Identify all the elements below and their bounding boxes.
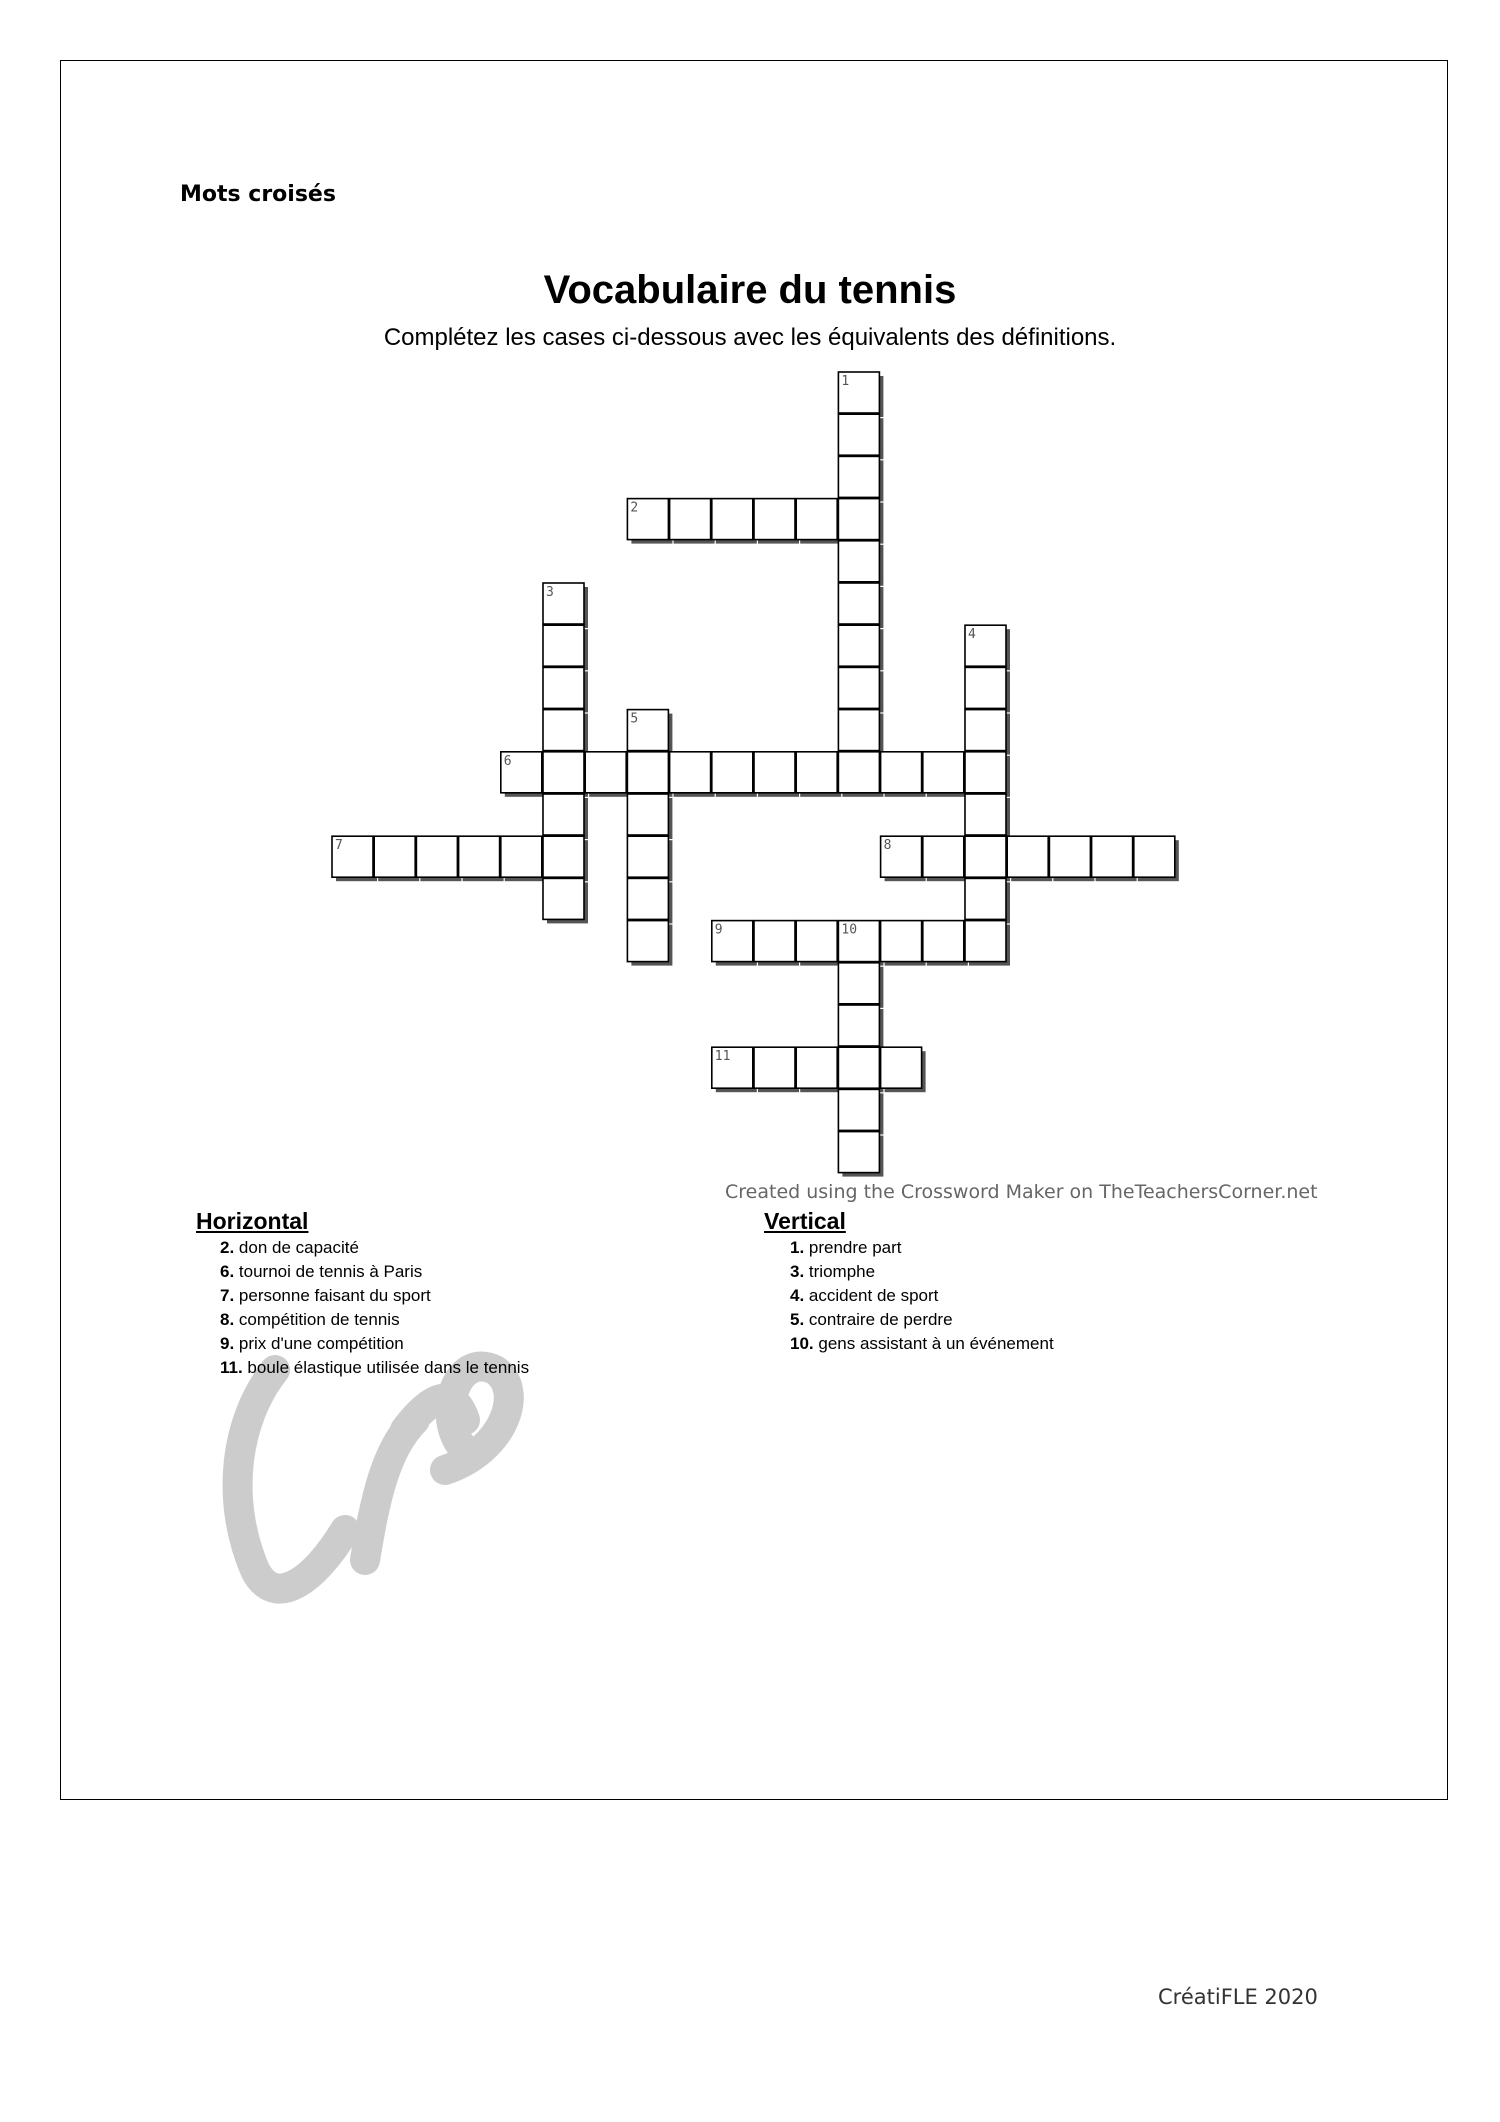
crossword-cell[interactable] bbox=[627, 836, 668, 877]
page-title: Vocabulaire du tennis bbox=[543, 268, 957, 312]
clue-number-label: 7 bbox=[335, 838, 343, 854]
down-clue-item bbox=[790, 1260, 1054, 1284]
crossword-cell[interactable] bbox=[627, 794, 668, 835]
crossword-cell[interactable] bbox=[796, 1047, 837, 1088]
crossword-cell[interactable] bbox=[627, 921, 668, 962]
clue-number: 3. bbox=[790, 1262, 805, 1281]
crossword-cell[interactable] bbox=[965, 878, 1006, 919]
crossword-cell[interactable] bbox=[965, 752, 1006, 793]
crossword-cell[interactable] bbox=[838, 541, 879, 582]
crossword-cell[interactable] bbox=[881, 1047, 922, 1088]
crossword-cell[interactable] bbox=[923, 752, 964, 793]
crossword-cell[interactable] bbox=[543, 625, 584, 666]
crossword-cell[interactable] bbox=[754, 499, 795, 540]
across-clue-item bbox=[220, 1260, 529, 1284]
clue-text: accident de sport bbox=[804, 1286, 939, 1305]
crossword-cell[interactable] bbox=[838, 414, 879, 455]
crossword-cell[interactable] bbox=[416, 836, 457, 877]
clue-text: don de capacité bbox=[234, 1238, 359, 1257]
crossword-cell[interactable] bbox=[543, 794, 584, 835]
crossword-cell[interactable] bbox=[881, 752, 922, 793]
clue-text: contraire de perdre bbox=[804, 1310, 953, 1329]
across-clue-item bbox=[220, 1356, 529, 1380]
crossword-cell[interactable] bbox=[965, 710, 1006, 751]
clue-number-label: 8 bbox=[883, 838, 892, 854]
crossword-cell[interactable] bbox=[712, 499, 753, 540]
clue-text: tournoi de tennis à Paris bbox=[234, 1262, 423, 1281]
crossword-cell[interactable] bbox=[838, 963, 879, 1004]
crossword-cell[interactable] bbox=[459, 836, 500, 877]
crossword-cell[interactable] bbox=[1007, 836, 1048, 877]
crossword-cell[interactable] bbox=[754, 921, 795, 962]
crossword-cell[interactable] bbox=[838, 1089, 879, 1130]
crossword-cell[interactable] bbox=[965, 836, 1006, 877]
clue-number: 2. bbox=[220, 1238, 235, 1257]
across-clue-item bbox=[220, 1308, 529, 1332]
clue-number-label: 3 bbox=[546, 585, 554, 600]
crossword-cell[interactable] bbox=[754, 752, 795, 793]
across-clue-item bbox=[220, 1332, 529, 1356]
clue-text: personne faisant du sport bbox=[234, 1286, 431, 1305]
clue-number-label: 2 bbox=[630, 500, 639, 516]
clue-text: boule élastique utilisée dans le tennis bbox=[242, 1358, 530, 1377]
crossword-cell[interactable] bbox=[585, 752, 626, 793]
crossword-cell[interactable] bbox=[374, 836, 415, 877]
crossword-cell[interactable] bbox=[670, 752, 711, 793]
across-clue-list bbox=[220, 1236, 529, 1380]
down-clue-list bbox=[790, 1236, 1054, 1356]
clue-number: 6. bbox=[220, 1262, 235, 1281]
across-clue-item bbox=[220, 1236, 529, 1260]
down-clue-item bbox=[790, 1332, 1054, 1356]
crossword-cell[interactable] bbox=[627, 878, 668, 919]
page-subtitle: Complétez les cases ci-dessous avec les équivalents des définitions. bbox=[383, 324, 1117, 351]
crossword-cell[interactable] bbox=[543, 710, 584, 751]
crossword-cell[interactable] bbox=[712, 752, 753, 793]
footer-credit: CréatiFLE 2020 bbox=[1158, 1985, 1318, 2009]
clue-number-label: 1 bbox=[841, 374, 850, 389]
crossword-cell[interactable] bbox=[543, 878, 584, 919]
crossword-cell[interactable] bbox=[881, 921, 922, 962]
crossword-cell[interactable] bbox=[965, 667, 1006, 708]
clue-text: prix d'une compétition bbox=[234, 1334, 404, 1353]
clue-number: 7. bbox=[220, 1286, 235, 1305]
clue-number: 5. bbox=[790, 1310, 805, 1329]
clue-number-label: 6 bbox=[503, 753, 512, 769]
crossword-cell[interactable] bbox=[754, 1047, 795, 1088]
across-clue-item bbox=[220, 1284, 529, 1308]
crossword-cell[interactable] bbox=[838, 456, 879, 497]
crossword-cell[interactable] bbox=[543, 836, 584, 877]
crossword-cell[interactable] bbox=[670, 499, 711, 540]
clue-number-label: 9 bbox=[714, 922, 723, 938]
crossword-cell[interactable] bbox=[838, 625, 879, 666]
clue-text: triomphe bbox=[804, 1262, 876, 1281]
crossword-cell[interactable] bbox=[543, 752, 584, 793]
crossword-cell[interactable] bbox=[965, 794, 1006, 835]
down-clue-item bbox=[790, 1236, 1054, 1260]
crossword-cell[interactable] bbox=[838, 710, 879, 751]
crossword-cell[interactable] bbox=[838, 1132, 879, 1173]
crossword-cell[interactable] bbox=[1092, 836, 1133, 877]
crossword-cell[interactable] bbox=[1134, 836, 1175, 877]
crossword-cell[interactable] bbox=[838, 752, 879, 793]
clue-text: gens assistant à un événement bbox=[813, 1334, 1054, 1353]
crossword-cell[interactable] bbox=[543, 667, 584, 708]
crossword-cell[interactable] bbox=[796, 752, 837, 793]
crossword-cell[interactable] bbox=[923, 921, 964, 962]
crossword-cell[interactable] bbox=[838, 499, 879, 540]
crossword-cell[interactable] bbox=[501, 836, 542, 877]
clue-text: prendre part bbox=[804, 1238, 902, 1257]
clue-number-label: 10 bbox=[841, 922, 858, 938]
down-heading: Vertical bbox=[764, 1208, 846, 1234]
credit-line: Created using the Crossword Maker on TheTeachersCorner.net bbox=[725, 1181, 1318, 1203]
crossword-cell[interactable] bbox=[923, 836, 964, 877]
clue-number: 8. bbox=[220, 1310, 235, 1329]
down-clue-item bbox=[790, 1284, 1054, 1308]
clue-number: 9. bbox=[220, 1334, 235, 1353]
across-heading: Horizontal bbox=[196, 1208, 309, 1234]
crossword-cell[interactable] bbox=[796, 499, 837, 540]
clue-number-label: 5 bbox=[630, 711, 639, 727]
section-label: Mots croisés bbox=[180, 182, 336, 207]
crossword-cell[interactable] bbox=[627, 752, 668, 793]
crossword-cell[interactable] bbox=[796, 921, 837, 962]
clue-number: 11. bbox=[220, 1358, 243, 1377]
clue-number-label: 4 bbox=[968, 627, 976, 643]
down-clue-item bbox=[790, 1308, 1054, 1332]
crossword-cell[interactable] bbox=[838, 583, 879, 624]
clue-text: compétition de tennis bbox=[234, 1310, 400, 1329]
crossword-cell[interactable] bbox=[838, 667, 879, 708]
clue-number: 1. bbox=[790, 1238, 805, 1257]
crossword-cell[interactable] bbox=[1049, 836, 1090, 877]
clue-number: 4. bbox=[790, 1286, 805, 1305]
crossword-cell[interactable] bbox=[838, 1005, 879, 1046]
clue-number: 10. bbox=[790, 1334, 814, 1353]
crossword-cell[interactable] bbox=[838, 1047, 879, 1088]
crossword-cell[interactable] bbox=[965, 921, 1006, 962]
clue-number-label: 11 bbox=[714, 1049, 731, 1065]
